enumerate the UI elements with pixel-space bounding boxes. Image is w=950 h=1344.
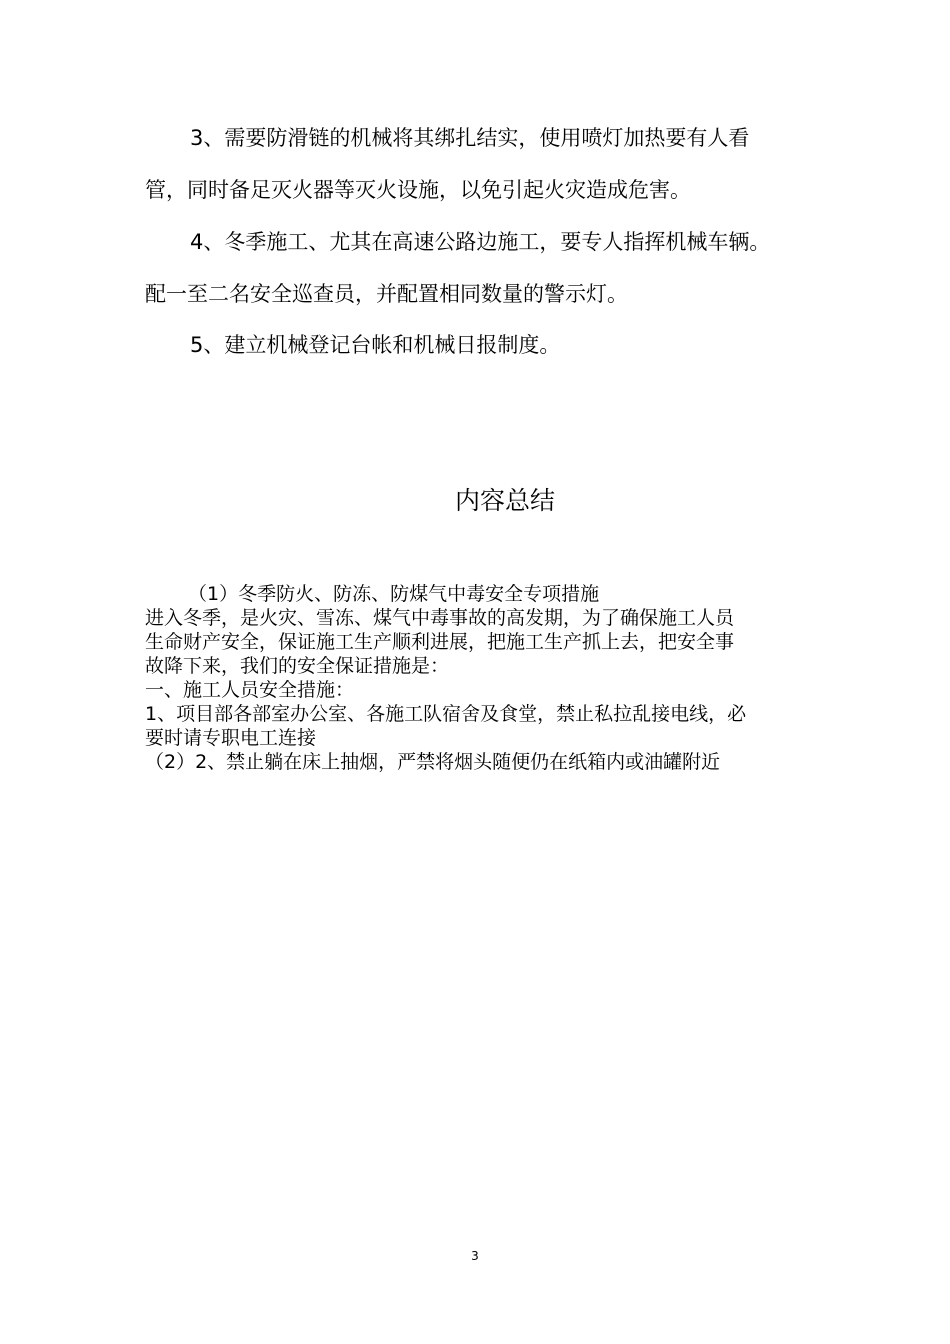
- paragraph-3-line-2: 管，同时备足灭火器等灭火设施，以免引起火灾造成危害。: [145, 178, 691, 202]
- summary-line-5: 一、施工人员安全措施：: [145, 679, 355, 701]
- page-number: 3: [471, 1249, 479, 1263]
- summary-line-4: 故降下来，我们的安全保证措施是：: [145, 655, 450, 677]
- paragraph-3-line-1: 3、需要防滑链的机械将其绑扎结实，使用喷灯加热要有人看: [190, 126, 750, 150]
- paragraph-5-line-1: 5、建立机械登记台帐和机械日报制度。: [190, 333, 561, 357]
- summary-line-3: 生命财产安全，保证施工生产顺利进展，把施工生产抓上去，把安全事: [145, 631, 735, 653]
- summary-line-1: （1）冬季防火、防冻、防煤气中毒安全专项措施: [188, 583, 600, 605]
- summary-line-6: 1、项目部各部室办公室、各施工队宿舍及食堂，禁止私拉乱接电线，必: [145, 703, 747, 725]
- summary-line-8: （2）2、禁止躺在床上抽烟，严禁将烟头随便仍在纸箱内或油罐附近: [145, 751, 721, 773]
- summary-title: 内容总结: [454, 486, 555, 515]
- summary-line-7: 要时请专职电工连接: [145, 727, 317, 749]
- summary-line-2: 进入冬季，是火灾、雪冻、煤气中毒事故的高发期，为了确保施工人员: [145, 607, 735, 629]
- paragraph-4-line-1: 4、冬季施工、尤其在高速公路边施工，要专人指挥机械车辆。: [190, 230, 771, 254]
- paragraph-4-line-2: 配一至二名安全巡查员，并配置相同数量的警示灯。: [145, 282, 628, 306]
